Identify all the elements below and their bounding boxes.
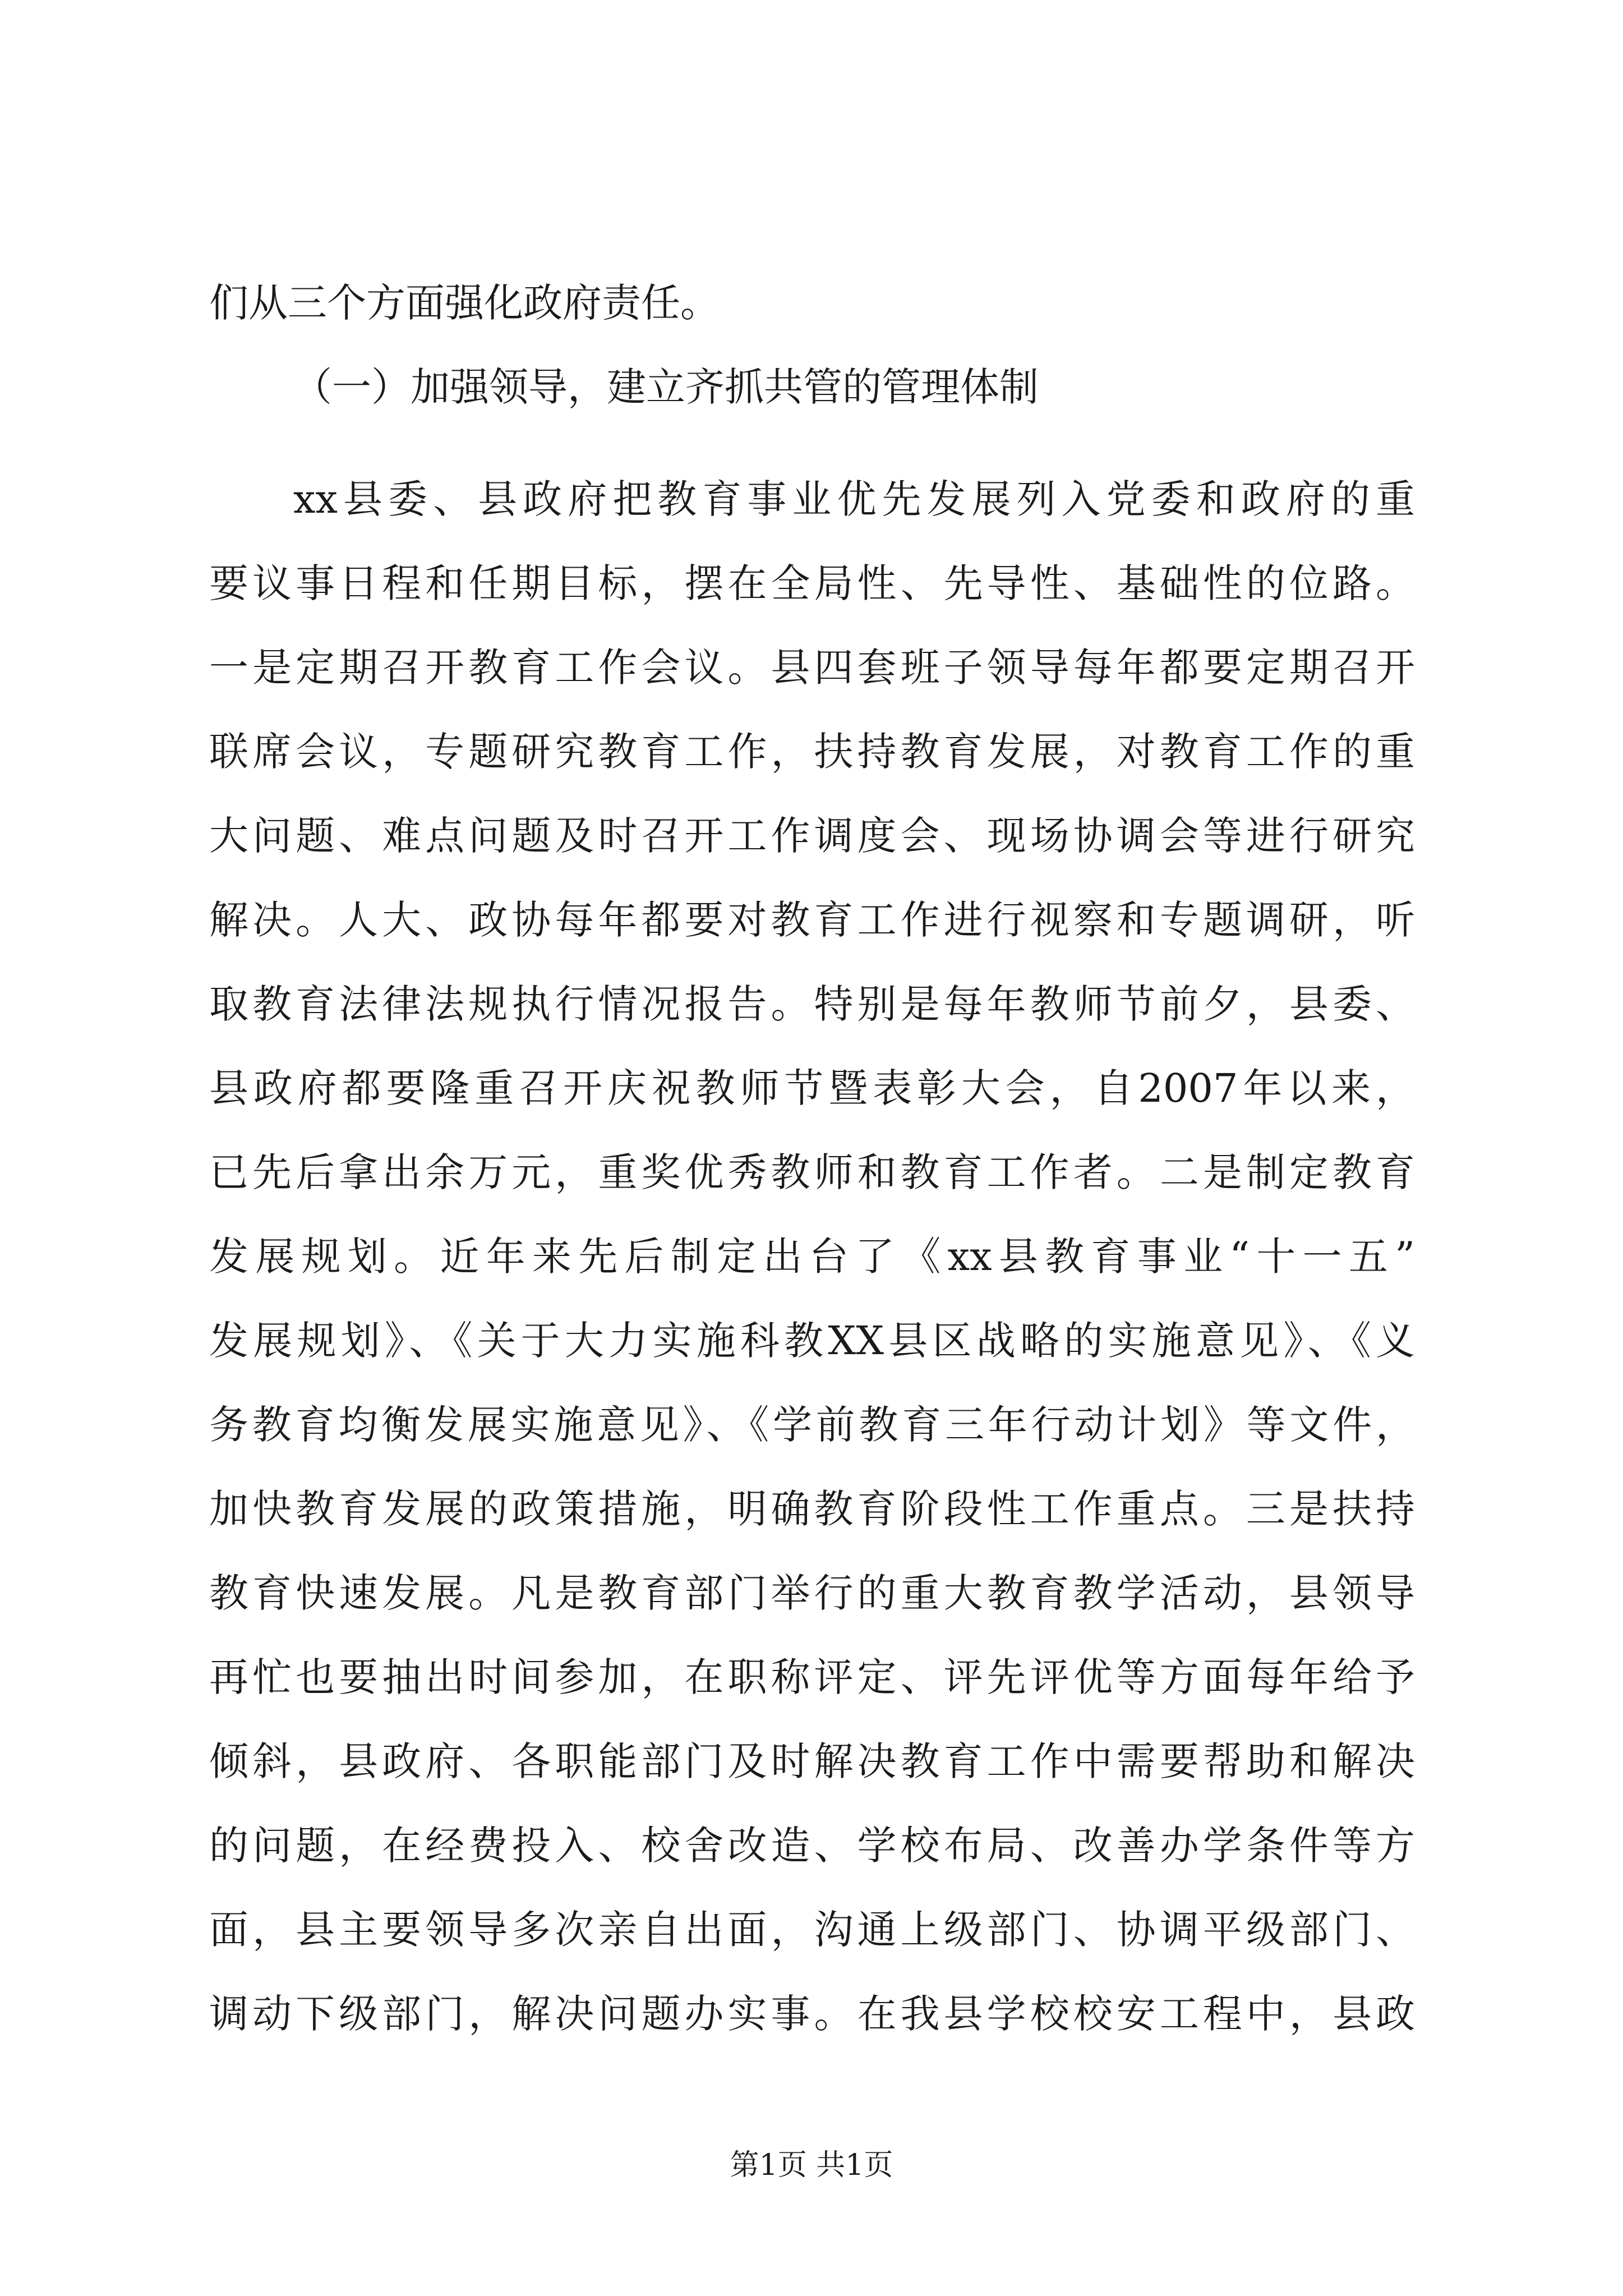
- text-line-10: 县政府都要隆重召开庆祝教师节暨表彰大会，自2007年以来，: [209, 1065, 1415, 1111]
- text-line-13: 发展规划》、《关于大力实施科教XX县区战略的实施意见》、《义: [209, 1318, 1415, 1364]
- text-line-7: 大问题、难点问题及时召开工作调度会、现场协调会等进行研究: [209, 813, 1415, 859]
- text-line-3: xx县委、县政府把教育事业优先发展列入党委和政府的重: [293, 476, 1415, 522]
- text-line-20: 面，县主要领导多次亲自出面，沟通上级部门、协调平级部门、: [209, 1907, 1415, 1953]
- text-line-11: 已先后拿出余万元，重奖优秀教师和教育工作者。二是制定教育: [209, 1149, 1415, 1195]
- section-heading: （一）加强领导，建立齐抓共管的管理体制: [293, 364, 1039, 410]
- text-line-9: 取教育法律法规执行情况报告。特别是每年教师节前夕，县委、: [209, 981, 1415, 1027]
- text-line-4: 要议事日程和任期目标，摆在全局性、先导性、基础性的位路。: [209, 560, 1415, 606]
- text-line-8: 解决。人大、政协每年都要对教育工作进行视察和专题调研，听: [209, 897, 1415, 943]
- text-line-1: 们从三个方面强化政府责任。: [209, 280, 720, 326]
- page-footer: 第1页 共1页: [730, 2148, 893, 2182]
- text-line-18: 倾斜，县政府、各职能部门及时解决教育工作中需要帮助和解决: [209, 1738, 1415, 1784]
- text-line-14: 务教育均衡发展实施意见》、《学前教育三年行动计划》等文件，: [209, 1402, 1415, 1448]
- text-line-5: 一是定期召开教育工作会议。县四套班子领导每年都要定期召开: [209, 645, 1415, 691]
- text-line-19: 的问题，在经费投入、校舍改造、学校布局、改善办学条件等方: [209, 1823, 1415, 1869]
- text-line-21: 调动下级部门，解决问题办实事。在我县学校校安工程中，县政: [209, 1991, 1415, 2037]
- text-line-17: 再忙也要抽出时间参加，在职称评定、评先评优等方面每年给予: [209, 1654, 1415, 1700]
- text-line-15: 加快教育发展的政策措施，明确教育阶段性工作重点。三是扶持: [209, 1486, 1415, 1532]
- text-line-12: 发展规划。近年来先后制定出台了《xx县教育事业“十一五”: [209, 1234, 1415, 1280]
- text-line-16: 教育快速发展。凡是教育部门举行的重大教育教学活动，县领导: [209, 1570, 1415, 1616]
- text-line-6: 联席会议，专题研究教育工作，扶持教育发展，对教育工作的重: [209, 729, 1415, 775]
